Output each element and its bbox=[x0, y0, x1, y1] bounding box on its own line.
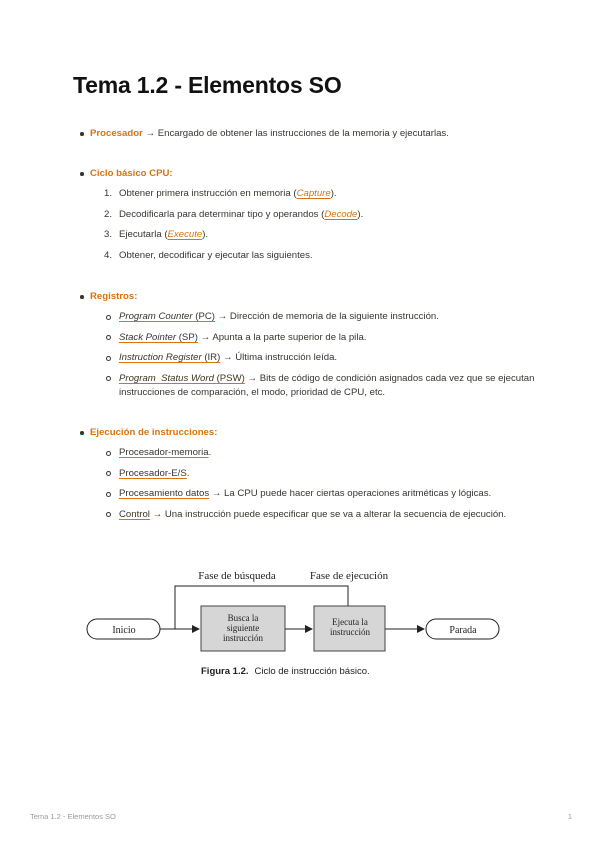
page-title: Tema 1.2 - Elementos SO bbox=[73, 72, 342, 98]
list-item bbox=[90, 446, 548, 460]
step-keyword: Capture bbox=[296, 188, 331, 199]
page-number: 1 bbox=[567, 812, 572, 821]
figure-caption bbox=[201, 666, 370, 677]
node-busca-line: instrucción bbox=[223, 633, 263, 643]
node-busca-line: siguiente bbox=[226, 623, 260, 633]
circle-bullet-icon bbox=[106, 512, 111, 517]
instruction-type: Procesador-E/S bbox=[119, 467, 187, 479]
register-desc: → Dirección de memoria de la siguiente instrucción. bbox=[214, 311, 439, 322]
step-text: Obtener primera instrucción en memoria ( bbox=[119, 188, 297, 199]
circle-bullet-icon bbox=[106, 471, 111, 476]
step-keyword: Decode bbox=[324, 208, 358, 220]
figure-caption-label: Figura 1.2. bbox=[201, 666, 249, 677]
label-fase-busqueda: Fase de búsqueda bbox=[198, 570, 276, 582]
list-item bbox=[90, 487, 548, 501]
bullet-icon bbox=[80, 295, 84, 299]
label-fase-ejecucion: Fase de ejecución bbox=[309, 570, 389, 582]
step-keyword: Execute bbox=[167, 229, 203, 240]
circle-bullet-icon bbox=[106, 376, 111, 381]
register-name: Instruction Register bbox=[119, 352, 202, 363]
circle-bullet-icon bbox=[106, 315, 111, 320]
section-heading: Ejecución de instrucciones: bbox=[90, 427, 218, 438]
list-item bbox=[90, 508, 548, 522]
list-item bbox=[90, 372, 548, 400]
instruction-type-list bbox=[90, 446, 548, 522]
list-item bbox=[90, 467, 548, 481]
register-name: Program Counter bbox=[119, 311, 193, 322]
step-number: 2. bbox=[104, 208, 113, 220]
section-heading: Registros: bbox=[90, 291, 138, 302]
node-ejecuta-line: Ejecuta la bbox=[332, 617, 368, 627]
bullet-icon bbox=[80, 431, 84, 435]
instruction-type: Control bbox=[119, 508, 150, 520]
register-name: Stack Pointer bbox=[119, 331, 177, 343]
list-item bbox=[78, 290, 548, 400]
list-item bbox=[90, 187, 548, 201]
term-description: → Encargado de obtener las instrucciones de la memoria y ejecutarlas. bbox=[142, 128, 449, 139]
node-busca-line: Busca la bbox=[227, 613, 259, 623]
circle-bullet-icon bbox=[106, 451, 111, 456]
node-parada-label: Parada bbox=[449, 625, 477, 636]
list-item bbox=[78, 167, 548, 263]
section-ciclo bbox=[78, 167, 548, 269]
register-list bbox=[90, 310, 548, 400]
list-item bbox=[78, 426, 548, 522]
node-inicio-label: Inicio bbox=[112, 625, 136, 636]
step-number: 4. bbox=[104, 249, 113, 261]
circle-bullet-icon bbox=[106, 356, 111, 361]
section-heading: Ciclo básico CPU: bbox=[90, 168, 173, 179]
step-text: Ejecutarla ( bbox=[119, 229, 168, 240]
section-registros bbox=[78, 290, 548, 406]
step-number: 3. bbox=[104, 229, 113, 240]
list-item bbox=[90, 249, 548, 263]
register-desc: → Última instrucción leída. bbox=[220, 352, 338, 363]
instruction-type: Procesador-memoria bbox=[119, 447, 209, 458]
list-item bbox=[90, 351, 548, 365]
list-item bbox=[90, 310, 548, 324]
instruction-desc: . bbox=[208, 447, 212, 458]
step-text: Obtener, decodificar y ejecutar las siguientes. bbox=[119, 249, 313, 261]
register-abbr: (SP) bbox=[176, 331, 198, 343]
node-ejecuta-line: instrucción bbox=[330, 627, 370, 637]
instruction-desc: → Una instrucción puede especificar que se va a alterar la secuencia de ejecución. bbox=[149, 508, 507, 520]
instruction-type: Procesamiento datos bbox=[119, 488, 210, 499]
instruction-cycle-diagram bbox=[80, 563, 520, 683]
register-abbr: (PSW) bbox=[213, 372, 245, 384]
term-procesador: Procesador bbox=[90, 128, 143, 139]
circle-bullet-icon bbox=[106, 335, 111, 340]
register-desc: → Apunta a la parte superior de la pila. bbox=[197, 331, 367, 343]
circle-bullet-icon bbox=[106, 492, 111, 497]
register-abbr: (IR) bbox=[201, 352, 221, 363]
step-text-end: ). bbox=[357, 208, 364, 220]
list-item bbox=[90, 331, 548, 345]
instruction-desc: . bbox=[186, 467, 190, 479]
list-item bbox=[90, 228, 548, 242]
list-item bbox=[78, 127, 548, 141]
list-item bbox=[90, 208, 548, 222]
register-name: Program Status Word bbox=[119, 372, 214, 384]
section-ejecucion bbox=[78, 426, 548, 528]
register-desc: → Bits de código de condición asignados cada vez que se ejecutan instrucciones de comparación, el modo, prioridad de CPU, etc. bbox=[119, 372, 535, 398]
step-text-end: ). bbox=[330, 188, 337, 199]
numbered-list bbox=[90, 187, 548, 263]
step-text-end: ). bbox=[202, 229, 209, 240]
step-text: Decodificarla para determinar tipo y operandos ( bbox=[119, 208, 325, 220]
step-number: 1. bbox=[104, 188, 113, 199]
figure-caption-text: Ciclo de instrucción básico. bbox=[254, 666, 370, 677]
instruction-cycle-figure bbox=[80, 563, 520, 683]
footer-title: Tema 1.2 - Elementos SO bbox=[30, 812, 116, 821]
section-procesador bbox=[78, 127, 548, 148]
instruction-desc: → La CPU puede hacer ciertas operaciones aritméticas y lógicas. bbox=[209, 488, 492, 499]
register-abbr: (PC) bbox=[192, 311, 215, 322]
bullet-icon bbox=[80, 172, 84, 176]
bullet-icon bbox=[80, 132, 84, 136]
